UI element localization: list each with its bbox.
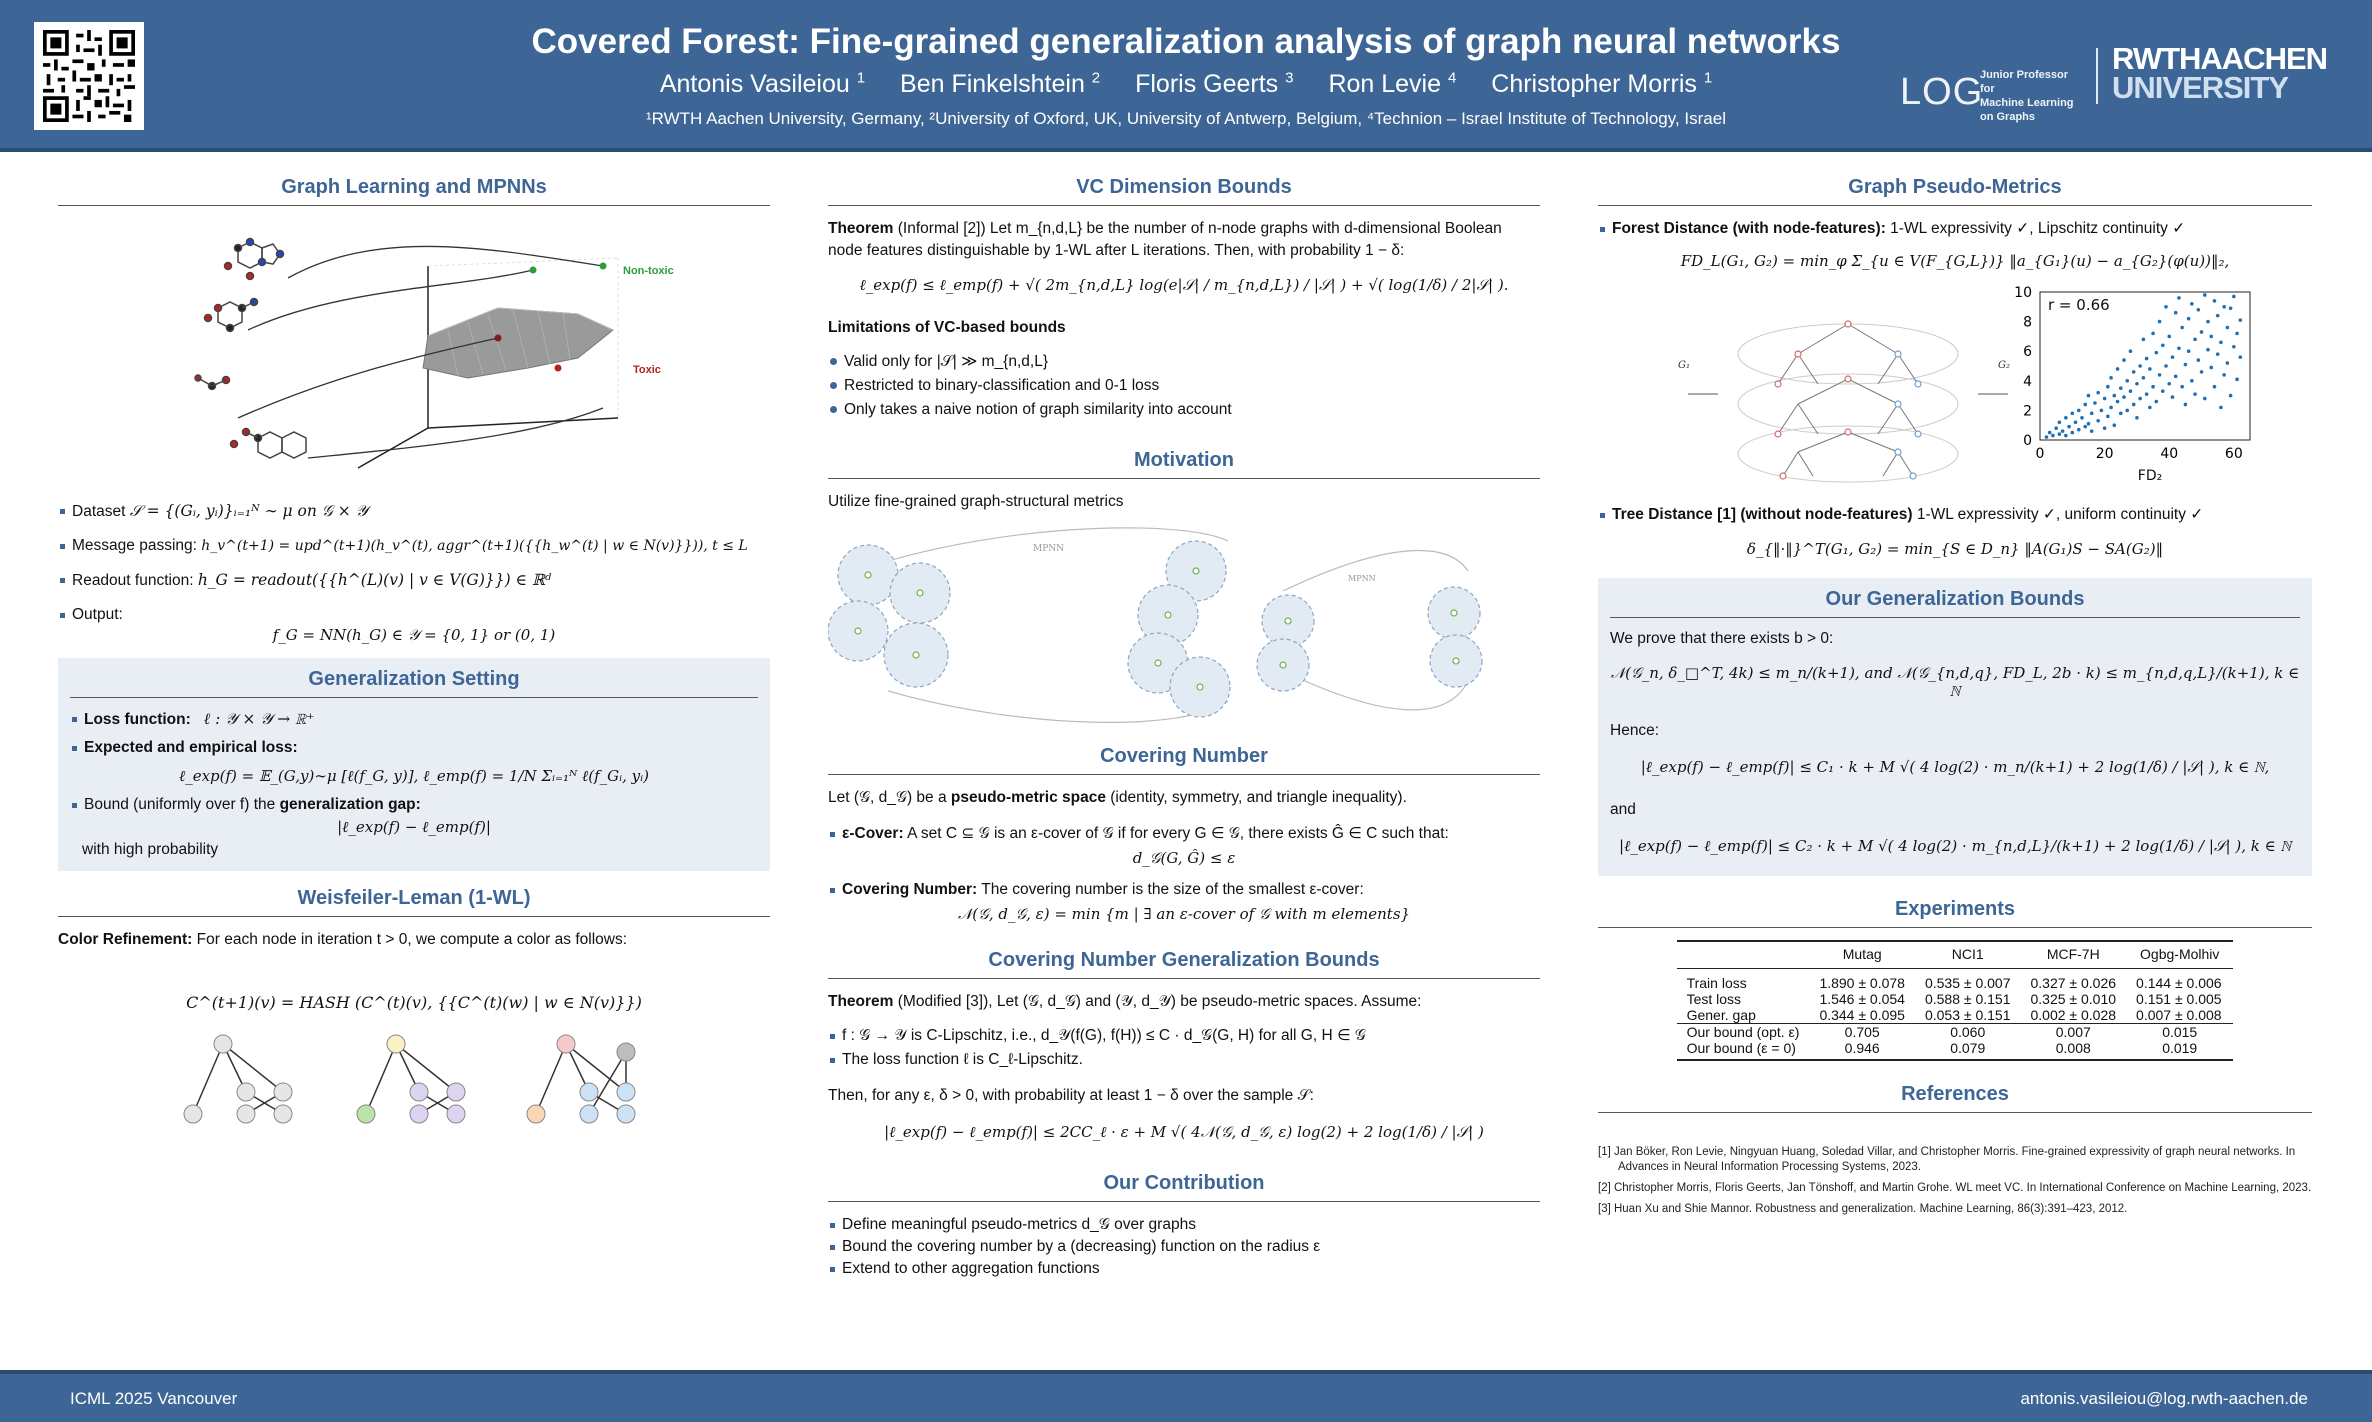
scatter-point <box>2187 317 2191 321</box>
section-title-cngb: Covering Number Generalization Bounds <box>828 949 1540 979</box>
section-title-vc: VC Dimension Bounds <box>828 176 1540 206</box>
scatter-point <box>2155 400 2159 404</box>
table-row: Train loss 1.890 ± 0.078 0.535 ± 0.007 0.327 ± 0.026 0.144 ± 0.006 <box>1686 975 2222 991</box>
scatter-point <box>2138 397 2142 401</box>
x-tick-label: 0 <box>2035 446 2045 462</box>
mpnn-label-small: MPNN <box>1348 574 1376 583</box>
our-bounds-intro: We prove that there exists b > 0: <box>1610 630 1834 647</box>
covering-intro: Let (𝒢, d_𝒢) be a pseudo-metric space (identity, symmetry, and triangle inequality). <box>828 789 1407 806</box>
section-title-contribution: Our Contribution <box>828 1172 1540 1202</box>
scatter-point <box>2058 432 2062 436</box>
scatter-point <box>2145 392 2149 396</box>
label-toxic: Toxic <box>633 364 661 376</box>
scatter-point <box>2167 382 2171 386</box>
table-row: Our bound (opt. ε) 0.705 0.060 0.007 0.015 <box>1677 1024 2234 1041</box>
scatter-point <box>2106 415 2110 419</box>
x-tick-label: 20 <box>2095 446 2114 462</box>
scatter-point <box>2187 349 2191 353</box>
scatter-point <box>2048 431 2052 435</box>
scatter-point <box>2109 376 2113 380</box>
bullet-message-passing: Message passing: h_v^(t+1) = upd^(t+1)(h_v^(t), aggr^(t+1)({{h_w^(t) | w ∈ N(v)}})), t ≤ L <box>58 535 770 557</box>
scatter-point <box>2135 382 2139 386</box>
scatter-point <box>2158 373 2162 377</box>
scatter-point <box>2103 397 2107 401</box>
log-logo <box>1900 68 2080 123</box>
molecule-icon <box>195 375 230 390</box>
section-title-graph-learning: Graph Learning and MPNNs <box>58 176 770 206</box>
section-title-our-bounds: Our Generalization Bounds <box>1610 588 2300 618</box>
table-header-row: Mutag NCI1 MCF-7H Ogbg-Molhiv <box>1677 941 2234 969</box>
table-row: Test loss 1.546 ± 0.054 0.588 ± 0.151 0.325 ± 0.010 0.151 ± 0.005 <box>1686 991 2222 1007</box>
scatter-point <box>2219 406 2223 410</box>
scatter-point <box>2113 394 2117 398</box>
color-refinement-figure <box>58 1030 770 1130</box>
scatter-point <box>2067 425 2071 429</box>
scatter-point <box>2180 385 2184 389</box>
scatter-point <box>2087 422 2091 426</box>
scatter-point <box>2216 352 2220 356</box>
poster-header <box>0 0 2372 152</box>
y-tick-label: 2 <box>2023 403 2032 420</box>
section-title-motivation: Motivation <box>828 449 1540 479</box>
section-title-pseudo-metrics: Graph Pseudo-Metrics <box>1598 176 2312 206</box>
scatter-point <box>2116 400 2120 404</box>
y-tick-label: 0 <box>2023 433 2032 449</box>
scatter-point <box>2177 296 2181 300</box>
scatter-point <box>2090 412 2094 416</box>
scatter-point <box>2164 364 2168 368</box>
scatter-point <box>2119 412 2123 416</box>
scatter-point <box>2193 338 2197 342</box>
author: Ben Finkelshtein $^2$ <box>900 70 1101 99</box>
scatter-point <box>2122 395 2126 399</box>
mpnn-label: MPNN <box>1033 544 1065 554</box>
section-title-covering-number: Covering Number <box>828 745 1540 775</box>
scatter-point <box>2239 318 2243 322</box>
scatter-point <box>2226 326 2230 330</box>
scatter-point <box>2209 335 2213 339</box>
scatter-point <box>2164 305 2168 309</box>
scatter-point <box>2096 419 2100 423</box>
scatter-point <box>2222 373 2226 377</box>
scatter-x-label: FD₂ <box>2137 468 2163 484</box>
unfolding-tree-figure <box>1668 284 2028 484</box>
forest-distance-equation: FD_L(G₁, G₂) = min_φ Σ_{u ∈ V(F_{G,L})} ‖a_{G₁}(u) − a_{G₂}(φ(u))‖₂, <box>1680 252 2230 270</box>
poster-title: Covered Forest: Fine-grained generalization analysis of graph neural networks <box>531 22 1841 61</box>
scatter-point <box>2171 355 2175 359</box>
scatter-point <box>2206 320 2210 324</box>
molecule-icon <box>231 429 307 459</box>
cngb-equation: |ℓ_exp(f) − ℓ_emp(f)| ≤ 2CC_ℓ · ε + M √( 4𝒩(𝒢, d_𝒢, ε) log(2) + 2 log(1/δ) / |𝒮| ) <box>884 1123 1484 1141</box>
scatter-point <box>2222 305 2226 309</box>
scatter-point <box>2071 412 2075 416</box>
molecule-icon <box>225 239 284 280</box>
vc-limit-item: Valid only for |𝒮| ≫ m_{n,d,L} <box>828 351 1540 373</box>
molecule-icon <box>205 299 258 332</box>
y-tick-label: 6 <box>2023 344 2032 361</box>
motivation-text: Utilize fine-grained graph-structural metrics <box>828 493 1124 510</box>
scatter-point <box>2232 345 2236 349</box>
table-row: Gener. gap 0.344 ± 0.095 0.053 ± 0.151 0.002 ± 0.028 0.007 ± 0.008 <box>1686 1007 2222 1023</box>
contribution-item: Extend to other aggregation functions <box>828 1258 1540 1280</box>
author: Christopher Morris $^1$ <box>1491 70 1713 99</box>
scatter-point <box>2184 363 2188 367</box>
scatter-point <box>2061 429 2065 433</box>
author: Floris Geerts $^3$ <box>1135 70 1294 99</box>
scatter-point <box>2167 335 2171 339</box>
scatter-y-ticks <box>2014 285 2032 449</box>
bullet-tree-distance: Tree Distance [1] (without node-features) 1-WL expressivity ✓, uniform continuity ✓ <box>1598 504 2312 526</box>
bullet-dataset: Dataset 𝒮 = {(Gᵢ, yᵢ)}ᵢ₌₁ᴺ ∼ μ on 𝒢 × 𝒴 <box>58 500 770 523</box>
scatter-point <box>2161 389 2165 393</box>
label-nontoxic: Non-toxic <box>623 265 674 277</box>
scatter-point <box>2096 391 2100 395</box>
scatter-point <box>2197 308 2201 312</box>
vc-equation: ℓ_exp(f) ≤ ℓ_emp(f) + √( 2m_{n,d,L} log(e|𝒮| / m_{n,d,L}) / |𝒮| ) + √( log(1/δ) / 2|𝒮| ). <box>859 276 1509 294</box>
scatter-point <box>2116 367 2120 371</box>
cngb-assumption: The loss function ℓ is C_ℓ-Lipschitz. <box>828 1049 1540 1071</box>
column-left <box>58 176 770 1358</box>
scatter-point <box>2083 425 2087 429</box>
scatter-point <box>2235 332 2239 336</box>
cngb-theorem: Theorem (Modified [3]), Let (𝒢, d_𝒢) and (𝒴, d_𝒴) be pseudo-metric spaces. Assume: <box>828 993 1422 1010</box>
section-title-generalization-setting: Generalization Setting <box>70 668 758 698</box>
scatter-point <box>2064 416 2068 420</box>
scatter-point <box>2077 428 2081 432</box>
scatter-point <box>2229 306 2233 310</box>
vc-limits-title: Limitations of VC-based bounds <box>828 319 1066 336</box>
y-tick-label: 8 <box>2023 314 2032 331</box>
gap-equation: |ℓ_exp(f) − ℓ_emp(f)| <box>337 818 491 836</box>
scatter-point <box>2235 378 2239 382</box>
scatter-point <box>2148 406 2152 410</box>
poster-footer <box>0 1370 2372 1422</box>
section-title-wl: Weisfeiler-Leman (1-WL) <box>58 887 770 917</box>
bullet-readout: Readout function: h_G = readout({{h^(L)(v) | v ∈ V(G)}}) ∈ ℝᵈ <box>58 569 770 592</box>
contact-email[interactable]: antonis.vasileiou@log.rwth-aachen.de <box>2020 1389 2308 1408</box>
wl-equation: C^(t+1)(v) = HASH (C^(t)(v), {{C^(t)(w) | w ∈ N(v)}}) <box>186 993 642 1012</box>
our-bounds-eq1: 𝒩(𝒢_n, δ_□^T, 4k) ≤ m_n/(k+1), and 𝒩(𝒢_{n,d,q}, FD_L, 2b · k) ≤ m_{n,d,q,L}/(k+1), k ∈ ℕ <box>1610 664 2300 700</box>
cngb-then: Then, for any ε, δ > 0, with probability at least 1 − δ over the sample 𝒮: <box>828 1087 1314 1104</box>
our-bounds-hence: Hence: <box>1610 722 1660 739</box>
bullet-epsilon-cover: ε-Cover: A set C ⊆ 𝒢 is an ε-cover of 𝒢 if for every G ∈ 𝒢, there exists Ĝ ∈ C such that: <box>828 823 1540 845</box>
experiments-table <box>1677 940 2234 1061</box>
fd-scatter-chart <box>2004 284 2264 484</box>
bullet-forest-distance: Forest Distance (with node-features): 1-WL expressivity ✓, Lipschitz continuity ✓ <box>1598 218 2312 240</box>
contribution-item: Bound the covering number by a (decreasing) function on the radius ε <box>828 1236 1540 1258</box>
g1-label: G₁ <box>1678 360 1690 371</box>
scatter-point <box>2113 423 2117 427</box>
scatter-point <box>2193 392 2197 396</box>
x-tick-label: 40 <box>2160 446 2179 462</box>
color-refinement-text: Color Refinement: For each node in iteration t > 0, we compute a color as follows: <box>58 931 628 948</box>
conference-label: ICML 2025 Vancouver <box>70 1389 238 1408</box>
scatter-point <box>2190 379 2194 383</box>
log-logo-mark: LOG <box>1900 71 1984 113</box>
scatter-point <box>2213 385 2217 389</box>
vc-theorem-text: Theorem (Informal [2]) Let m_{n,d,L} be the number of n-node graphs with d-dimensional Boolean node features distinguishable by 1-WL after L iterations. Then, with probability 1 − δ: <box>828 220 1502 259</box>
our-bounds-and: and <box>1610 801 1636 818</box>
bullet-bound: Bound (uniformly over f) the generalization gap: <box>70 794 758 816</box>
motivation-cover-figure <box>828 521 1540 731</box>
scatter-point <box>2151 332 2155 336</box>
scatter-point <box>2226 361 2230 365</box>
bullet-loss-function: Loss function: ℓ : 𝒴 × 𝒴 → ℝ⁺ <box>70 708 758 731</box>
rwth-logo: RWTHAACHEN UNIVERSITY <box>2112 41 2328 105</box>
vc-limit-item: Only takes a naive notion of graph similarity into account <box>828 399 1540 421</box>
our-bounds-eq3: |ℓ_exp(f) − ℓ_emp(f)| ≤ C₂ · k + M √( 4 log(2) · m_{n,d,L}/(k+1) + 2 log(1/δ) / |𝒮| ), k ∈ ℕ <box>1619 837 2291 855</box>
molecule-toxicity-figure <box>58 218 770 478</box>
scatter-point <box>2145 357 2149 361</box>
contribution-item: Define meaningful pseudo-metrics d_𝒢 over graphs <box>828 1214 1540 1236</box>
g2-label: G₂ <box>1998 360 2010 371</box>
scatter-point <box>2200 370 2204 374</box>
scatter-point <box>2125 379 2129 383</box>
reference-item: [3] Huan Xu and Shie Mannor. Robustness and generalization. Machine Learning, 86(3):391–423, 2012. <box>1598 1203 2128 1215</box>
scatter-point <box>2232 295 2236 299</box>
reference-item: [1] Jan Böker, Ron Levie, Ningyuan Huang, Soledad Villar, and Christopher Morris. Fine-grained expressivity of graph neural networks. In Advances in Neural Information Processing Systems, 2023. <box>1598 1146 2296 1173</box>
scatter-point <box>2132 403 2136 407</box>
our-bounds-box <box>1598 578 2312 876</box>
scatter-point <box>2203 397 2207 401</box>
author: Antonis Vasileiou $^1$ <box>659 70 866 99</box>
scatter-point <box>2093 401 2097 405</box>
y-tick-label: 10 <box>2014 285 2032 301</box>
scatter-x-ticks <box>2036 446 2243 462</box>
scatter-point <box>2080 416 2084 420</box>
scatter-point <box>2142 338 2146 342</box>
scatter-point <box>2180 326 2184 330</box>
scatter-point <box>2122 358 2126 362</box>
scatter-point <box>2103 426 2107 430</box>
reference-item: [2] Christopher Morris, Floris Geerts, Jan Tönshoff, and Martin Grohe. WL meet VC. In International Conference on Machine Learning, 2023. <box>1598 1182 2312 1194</box>
scatter-point <box>2155 351 2159 355</box>
table-row: Our bound (ε = 0) 0.946 0.079 0.008 0.019 <box>1677 1040 2234 1060</box>
scatter-point <box>2229 394 2233 398</box>
covering-number-equation: 𝒩(𝒢, d_𝒢, ε) = min {m | ∃ an ε-cover of 𝒢 with m elements} <box>957 905 1411 923</box>
section-title-experiments: Experiments <box>1598 898 2312 928</box>
log-logo-text: Junior Professor for Machine Learning on Graphs <box>1980 69 2074 123</box>
scatter-point <box>2051 434 2055 438</box>
scatter-point <box>2206 348 2210 352</box>
scatter-point <box>2216 314 2220 318</box>
scatter-point <box>2148 367 2152 371</box>
scatter-point <box>2125 409 2129 413</box>
cngb-assumption: f : 𝒢 → 𝒴 is C-Lipschitz, i.e., d_𝒴(f(G), f(H)) ≤ C · d_𝒢(G, H) for all G, H ∈ 𝒢 <box>828 1025 1540 1047</box>
column-right <box>1598 176 2312 1358</box>
scatter-point <box>2083 403 2087 407</box>
scatter-point <box>2184 403 2188 407</box>
scatter-point <box>2138 364 2142 368</box>
our-bounds-eq2: |ℓ_exp(f) − ℓ_emp(f)| ≤ C₁ · k + M √( 4 log(2) · m_n/(k+1) + 2 log(1/δ) / |𝒮| ), k ∈ ℕ, <box>1640 758 2270 776</box>
scatter-point <box>2151 385 2155 389</box>
epsilon-cover-equation: d_𝒢(G, Ĝ) ≤ ε <box>1132 849 1236 867</box>
scatter-point <box>2174 311 2178 315</box>
scatter-point <box>2058 420 2062 424</box>
pseudo-metric-figures <box>1598 284 2312 494</box>
loss-equation: ℓ_exp(f) = 𝔼_(G,y)∼μ [ℓ(f_G, y)], ℓ_emp(f) = 1/N Σᵢ₌₁ᴺ ℓ(f_Gᵢ, yᵢ) <box>178 767 650 785</box>
y-tick-label: 4 <box>2023 373 2032 390</box>
vc-limit-item: Restricted to binary-classification and 0-1 loss <box>828 375 1540 397</box>
scatter-point <box>2190 302 2194 306</box>
tree-distance-equation: δ_{‖·‖}^T(G₁, G₂) = min_{S ∈ D_n} ‖A(G₁)S − SA(G₂)‖ <box>1746 540 2164 558</box>
scatter-point <box>2174 375 2178 379</box>
scatter-point <box>2200 330 2204 334</box>
high-probability-text: with high probability <box>82 841 219 858</box>
scatter-annotation: r = 0.66 <box>2048 296 2110 314</box>
scatter-point <box>2239 355 2243 359</box>
scatter-point <box>2074 420 2078 424</box>
affiliations: ¹RWTH Aachen University, Germany, ²University of Oxford, UK, University of Antwerp, Belgium, ⁴Technion – Israel Institute of Technology, Israel <box>646 109 1726 128</box>
scatter-point <box>2177 346 2181 350</box>
scatter-point <box>2129 349 2133 353</box>
scatter-point <box>2064 434 2068 438</box>
scatter-point <box>2219 341 2223 345</box>
author: Ron Levie $^4$ <box>1328 70 1457 99</box>
scatter-point <box>2213 299 2217 303</box>
scatter-point <box>2109 406 2113 410</box>
scatter-point <box>2129 389 2133 393</box>
scatter-point <box>2171 395 2175 399</box>
scatter-point <box>2135 416 2139 420</box>
output-equation: f_G = NN(h_G) ∈ 𝒴 = {0, 1} or (0, 1) <box>272 626 556 644</box>
scatter-point <box>2203 293 2207 297</box>
scatter-point <box>2045 435 2049 439</box>
scatter-point <box>2077 409 2081 413</box>
scatter-point <box>2090 429 2094 433</box>
scatter-point <box>2161 343 2165 347</box>
scatter-point <box>2197 358 2201 362</box>
scatter-point <box>2071 431 2075 435</box>
bullet-covering-number: Covering Number: The covering number is the size of the smallest ε-cover: <box>828 879 1540 901</box>
bullet-output: Output: <box>58 604 770 626</box>
scatter-point <box>2106 385 2110 389</box>
generalization-setting-box <box>58 658 770 871</box>
scatter-point <box>2142 376 2146 380</box>
scatter-point <box>2087 394 2091 398</box>
x-tick-label: 60 <box>2224 446 2243 462</box>
scatter-point <box>2119 386 2123 390</box>
section-title-references: References <box>1598 1083 2312 1113</box>
scatter-point <box>2209 366 2213 370</box>
scatter-point <box>2100 409 2104 413</box>
bullet-expected-loss: Expected and empirical loss: <box>70 737 758 759</box>
scatter-point <box>2158 320 2162 324</box>
logo-divider <box>2096 48 2098 104</box>
column-middle <box>828 176 1540 1358</box>
scatter-point <box>2132 370 2136 374</box>
scatter-point <box>2054 426 2058 430</box>
